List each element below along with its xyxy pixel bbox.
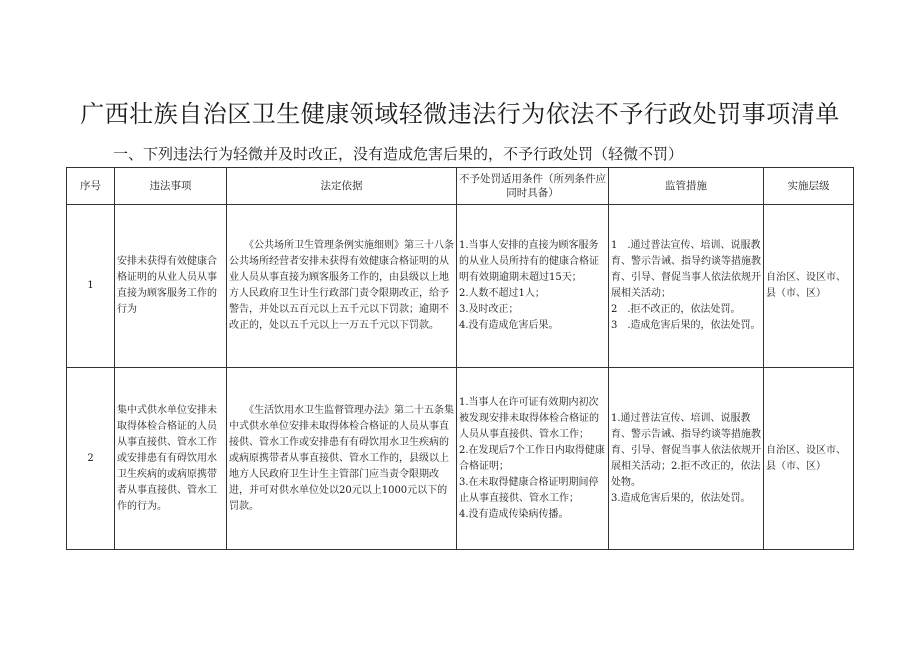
measure-line: 2 .拒不改正的，依法处罚。	[611, 304, 741, 315]
measure-line: 1.通过普法宣传、培训、说服教育、警示告诫、指导约谈等措施教育、引导、督促当事人依法依规开展相关活动；2.拒不改正的，依法处物。	[611, 412, 761, 488]
penalty-exemption-table	[66, 167, 854, 550]
condition-line: 4.没有造成传染病传播。	[459, 508, 569, 520]
condition-line: 3.在未取得健康合格证明期间停止从事直接供、管水工作；	[459, 476, 599, 504]
header-level: 实施层级	[764, 168, 854, 205]
document-title: 广西壮族自治区卫生健康领域轻微违法行为依法不予行政处罚事项清单	[80, 100, 840, 128]
supervision-measures	[609, 368, 764, 550]
condition-line: 4.没有造成危害后果。	[459, 320, 559, 331]
violation-item: 集中式供水单位安排未取得体检合格证的人员从事直接供、管水工作或安排患有有碍饮用水卫生疾病的或病原携带者从事直接供、管水工作的行为。	[115, 368, 227, 550]
table-row	[67, 205, 854, 368]
header-violation: 违法事项	[115, 168, 227, 205]
implementation-level: 自治区、设区市、县（市、区）	[764, 205, 854, 368]
table-row	[67, 368, 854, 550]
implementation-level: 自治区、设区市、县（市、区）	[764, 368, 854, 550]
legal-basis: 《生活饮用水卫生监督管理办法》第二十五条集中式供水单位安排未取得体检合格证的人员从事直接供、管水工作或安排患有有碍饮用水卫生疾病的或病原携带者从事直接供、管水工作的，县级以上地方人民政府卫生计生主管部门应当责令限期改进，并可对供水单位处以20元以上1000元以下的罚款。	[227, 368, 457, 550]
condition-line: 3.及时改正；	[459, 304, 519, 315]
legal-basis: 《公共场所卫生管理条例实施细则》第三十八条公共场所经营者安排未获得有效健康合格证明的从业人员从事直接为顾客服务工作的，由县级以上地方人民政府卫生计生行政部门责令限期改正，给予警告，并处以五百元以上五千元以下罚款；逾期不改正的，处以五千元以上一万五千元以下罚款。	[227, 205, 457, 368]
condition-line: 1.当事人在许可证有效期内初次被发现安排未取得体检合格证的人员从事直接供、管水工作；	[459, 396, 599, 440]
header-measures: 监管措施	[609, 168, 764, 205]
exemption-conditions	[457, 368, 609, 550]
measure-line: 3 .造成危害后果的，依法处罚。	[611, 320, 761, 331]
row-number: 1	[67, 205, 115, 368]
row-number: 2	[67, 368, 115, 550]
header-legal-basis: 法定依据	[227, 168, 457, 205]
header-conditions: 不予处罚适用条件（所列条件应同时具备）	[457, 168, 609, 205]
section-heading: 一、下列违法行为轻微并及时改正，没有造成危害后果的，不予行政处罚（轻微不罚）	[113, 145, 684, 163]
measure-line: 3.造成危害后果的，依法处罚。	[611, 492, 751, 504]
supervision-measures	[609, 205, 764, 368]
exemption-conditions	[457, 205, 609, 368]
condition-line: 2.在发现后7个工作日内取得健康合格证明；	[459, 444, 605, 472]
condition-line: 2.人数不超过1人；	[459, 288, 545, 299]
table-header-row	[67, 168, 854, 205]
measure-line: 1 .通过普法宣传、培训、说服教育、警示告诫、指导约谈等措施教育、引导、督促当事人依法依规开展相关活动；	[611, 240, 761, 299]
condition-line: 1.当事人安排的直接为顾客服务的从业人员所持有的健康合格证明有效期逾期未超过15天；	[459, 240, 599, 283]
violation-item: 安排未获得有效健康合格证明的从业人员从事直接为顾客服务工作的行为	[115, 205, 227, 368]
header-no: 序号	[67, 168, 115, 205]
